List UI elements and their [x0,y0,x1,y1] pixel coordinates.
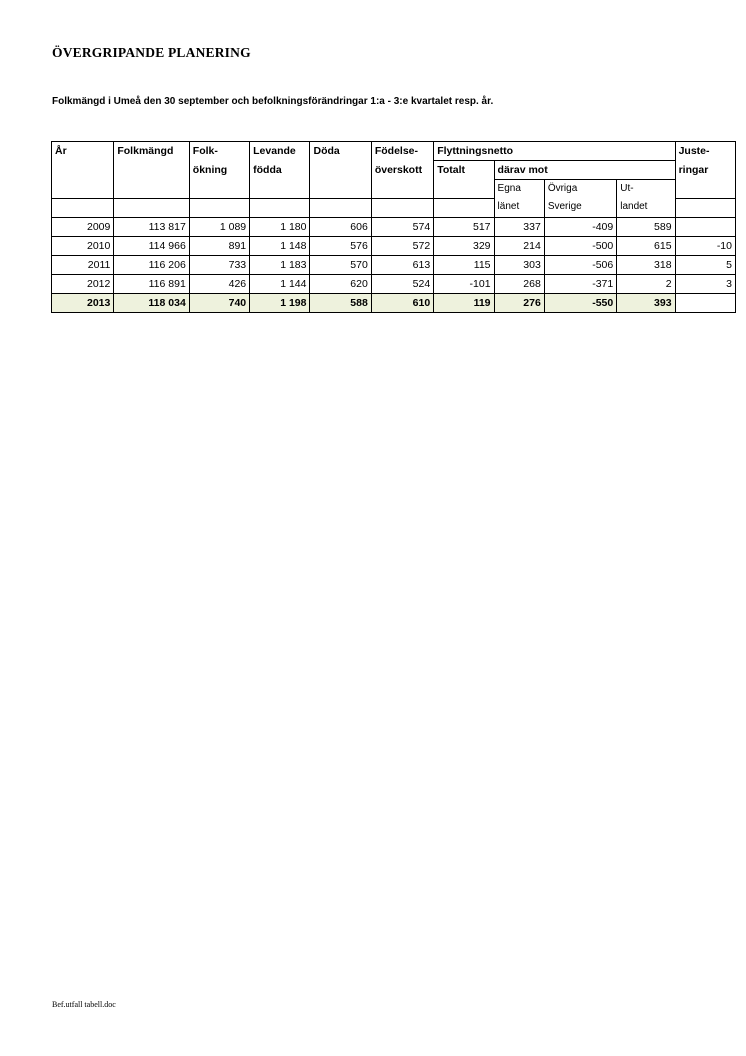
cell-year: 2013 [52,293,114,312]
header-adjustments-1: Juste- [675,142,735,161]
cell-year: 2009 [52,217,114,236]
cell-migration-total: 119 [434,293,494,312]
cell-natural-increase: 613 [371,255,433,274]
cell-growth: 740 [189,293,249,312]
cell-year: 2012 [52,274,114,293]
cell-abroad: 393 [617,293,675,312]
cell-growth: 891 [189,236,249,255]
cell-own-county: 268 [494,274,544,293]
cell-births: 1 198 [250,293,310,312]
header-rest-of-sweden-1: Övriga [544,180,616,199]
cell-deaths: 620 [310,274,371,293]
table-header [52,142,736,218]
header-growth-2: ökning [189,161,249,180]
table-caption: Folkmängd i Umeå den 30 september och befolkningsförändringar 1:a - 3:e kvartalet resp. år. [52,96,494,107]
population-table [51,141,736,313]
cell-births: 1 148 [250,236,310,255]
header-deaths: Döda [310,142,371,161]
cell-births: 1 183 [250,255,310,274]
header-growth-1: Folk- [189,142,249,161]
header-adjustments-2: ringar [675,161,735,180]
header-population: Folkmängd [114,142,189,161]
header-of-which: därav mot [494,161,675,180]
cell-growth: 1 089 [189,217,249,236]
cell-migration-total: 329 [434,236,494,255]
cell-migration-total: 517 [434,217,494,236]
header-natural-increase-2: överskott [371,161,433,180]
page-heading: ÖVERGRIPANDE PLANERING [52,45,251,60]
cell-natural-increase: 524 [371,274,433,293]
table-row-highlighted [52,293,736,312]
cell-growth: 733 [189,255,249,274]
cell-abroad: 615 [617,236,675,255]
table-body [52,217,736,312]
header-rest-of-sweden-2: Sverige [544,198,616,217]
cell-population: 116 891 [114,274,189,293]
header-abroad-2: landet [617,198,675,217]
cell-rest-of-sweden: -506 [544,255,616,274]
cell-rest-of-sweden: -500 [544,236,616,255]
cell-own-county: 337 [494,217,544,236]
cell-adjustments: 3 [675,274,735,293]
header-births-2: födda [250,161,310,180]
cell-deaths: 576 [310,236,371,255]
cell-population: 113 817 [114,217,189,236]
table-row [52,236,736,255]
cell-population: 116 206 [114,255,189,274]
cell-rest-of-sweden: -371 [544,274,616,293]
table-row [52,274,736,293]
cell-natural-increase: 574 [371,217,433,236]
header-natural-increase-1: Födelse- [371,142,433,161]
table-row [52,255,736,274]
cell-own-county: 303 [494,255,544,274]
cell-rest-of-sweden: -550 [544,293,616,312]
cell-adjustments [675,217,735,236]
cell-abroad: 2 [617,274,675,293]
cell-rest-of-sweden: -409 [544,217,616,236]
cell-growth: 426 [189,274,249,293]
header-births-1: Levande [250,142,310,161]
cell-abroad: 318 [617,255,675,274]
cell-natural-increase: 572 [371,236,433,255]
document-filename: Bef.utfall tabell.doc [52,1000,116,1009]
cell-population: 118 034 [114,293,189,312]
cell-own-county: 276 [494,293,544,312]
cell-population: 114 966 [114,236,189,255]
cell-abroad: 589 [617,217,675,236]
cell-migration-total: 115 [434,255,494,274]
cell-natural-increase: 610 [371,293,433,312]
cell-migration-total: -101 [434,274,494,293]
cell-own-county: 214 [494,236,544,255]
cell-year: 2010 [52,236,114,255]
cell-deaths: 570 [310,255,371,274]
cell-births: 1 180 [250,217,310,236]
header-year: År [52,142,114,161]
table-row [52,217,736,236]
cell-births: 1 144 [250,274,310,293]
header-net-migration: Flyttningsnetto [434,142,675,161]
cell-adjustments [675,293,735,312]
header-own-county-1: Egna [494,180,544,199]
header-own-county-2: länet [494,198,544,217]
cell-adjustments: -10 [675,236,735,255]
header-migration-total: Totalt [434,161,494,180]
cell-deaths: 588 [310,293,371,312]
cell-deaths: 606 [310,217,371,236]
cell-adjustments: 5 [675,255,735,274]
header-abroad-1: Ut- [617,180,675,199]
cell-year: 2011 [52,255,114,274]
